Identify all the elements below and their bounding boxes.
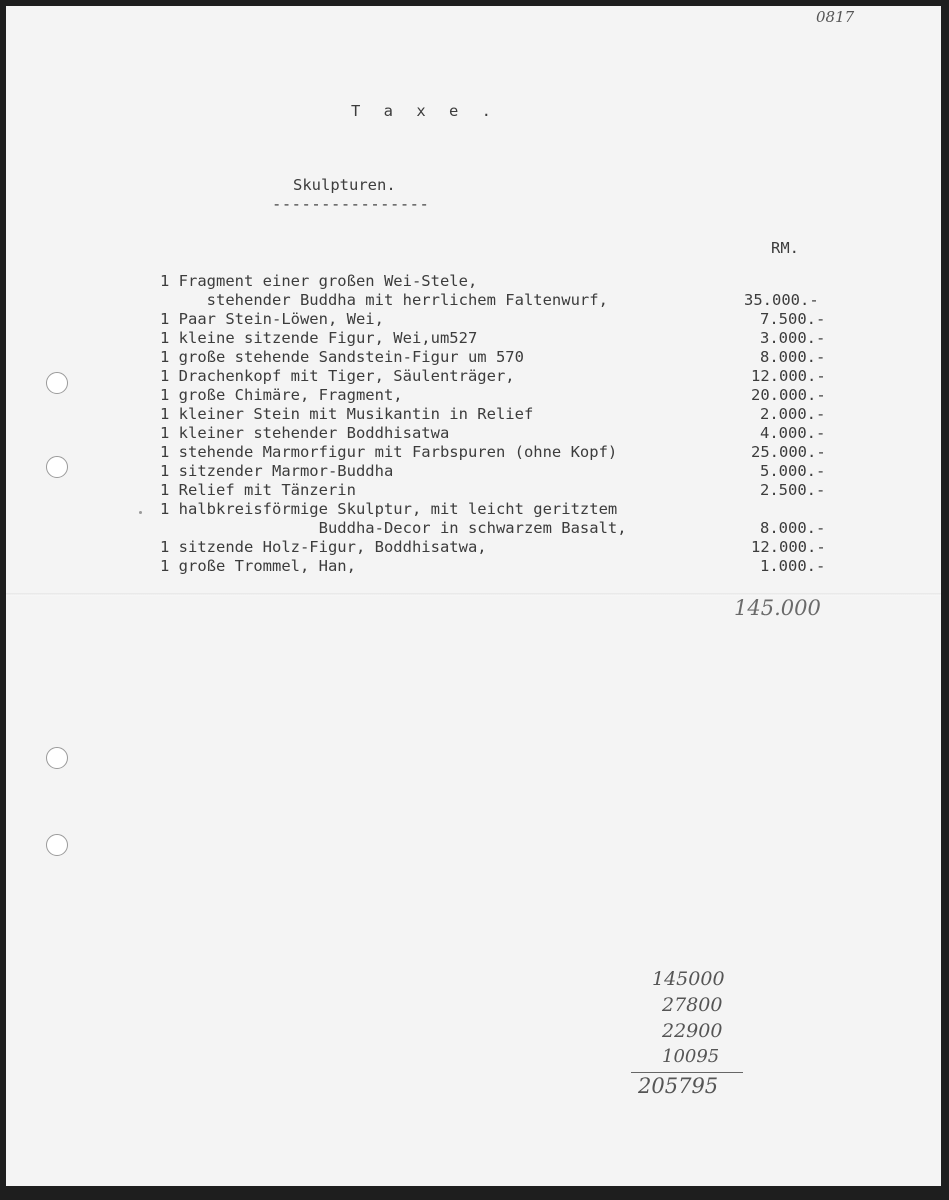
- item-description: 1 kleine sitzende Figur, Wei,um527: [160, 329, 478, 347]
- item-description: Buddha-Decor in schwarzem Basalt,: [160, 519, 627, 537]
- item-price: 35.000.-: [744, 291, 819, 309]
- handwritten-subtotal: 145.000: [734, 596, 821, 620]
- punch-hole: [46, 372, 68, 394]
- handwritten-total: 205795: [638, 1074, 719, 1098]
- item-description: 1 sitzende Holz-Figur, Boddhisatwa,: [160, 538, 487, 556]
- item-price: 4.000.-: [760, 424, 826, 442]
- document-page: [6, 6, 941, 1186]
- item-description: 1 halbkreisförmige Skulptur, mit leicht geritztem: [160, 500, 618, 518]
- punch-hole: [46, 747, 68, 769]
- handwritten-addend: 27800: [662, 994, 723, 1016]
- item-price: 7.500.-: [760, 310, 826, 328]
- item-price: 20.000.-: [751, 386, 826, 404]
- item-description: 1 stehende Marmorfigur mit Farbspuren (ohne Kopf): [160, 443, 618, 461]
- item-price: 3.000.-: [760, 329, 826, 347]
- document-title: T a x e .: [351, 102, 498, 120]
- item-description: stehender Buddha mit herrlichem Faltenwurf,: [160, 291, 608, 309]
- item-description: 1 Fragment einer großen Wei-Stele,: [160, 272, 478, 290]
- sum-rule: [631, 1072, 743, 1073]
- item-description: 1 sitzender Marmor-Buddha: [160, 462, 394, 480]
- item-description: 1 kleiner stehender Boddhisatwa: [160, 424, 450, 442]
- handwritten-addend: 10095: [662, 1046, 720, 1067]
- item-price: 8.000.-: [760, 348, 826, 366]
- item-price: 12.000.-: [751, 367, 826, 385]
- item-price: 8.000.-: [760, 519, 826, 537]
- section-heading: Skulpturen.: [293, 176, 396, 194]
- item-description: 1 kleiner Stein mit Musikantin in Relief: [160, 405, 534, 423]
- item-description: 1 Relief mit Tänzerin: [160, 481, 356, 499]
- item-description: 1 Paar Stein-Löwen, Wei,: [160, 310, 384, 328]
- item-description: 1 große Trommel, Han,: [160, 557, 356, 575]
- item-price: 2.500.-: [760, 481, 826, 499]
- item-description: 1 große Chimäre, Fragment,: [160, 386, 403, 404]
- ink-speck: [139, 511, 142, 514]
- item-price: 2.000.-: [760, 405, 826, 423]
- item-price: 1.000.-: [760, 557, 826, 575]
- item-price: 5.000.-: [760, 462, 826, 480]
- handwritten-addend: 22900: [662, 1020, 723, 1042]
- handwritten-addend: 145000: [652, 968, 725, 990]
- punch-hole: [46, 834, 68, 856]
- section-underline: ----------------: [272, 195, 430, 213]
- item-description: 1 große stehende Sandstein-Figur um 570: [160, 348, 524, 366]
- punch-hole: [46, 456, 68, 478]
- archive-number: 0817: [816, 8, 855, 26]
- item-description: 1 Drachenkopf mit Tiger, Säulenträger,: [160, 367, 515, 385]
- item-price: 12.000.-: [751, 538, 826, 556]
- item-price: 25.000.-: [751, 443, 826, 461]
- currency-header: RM.: [771, 239, 799, 257]
